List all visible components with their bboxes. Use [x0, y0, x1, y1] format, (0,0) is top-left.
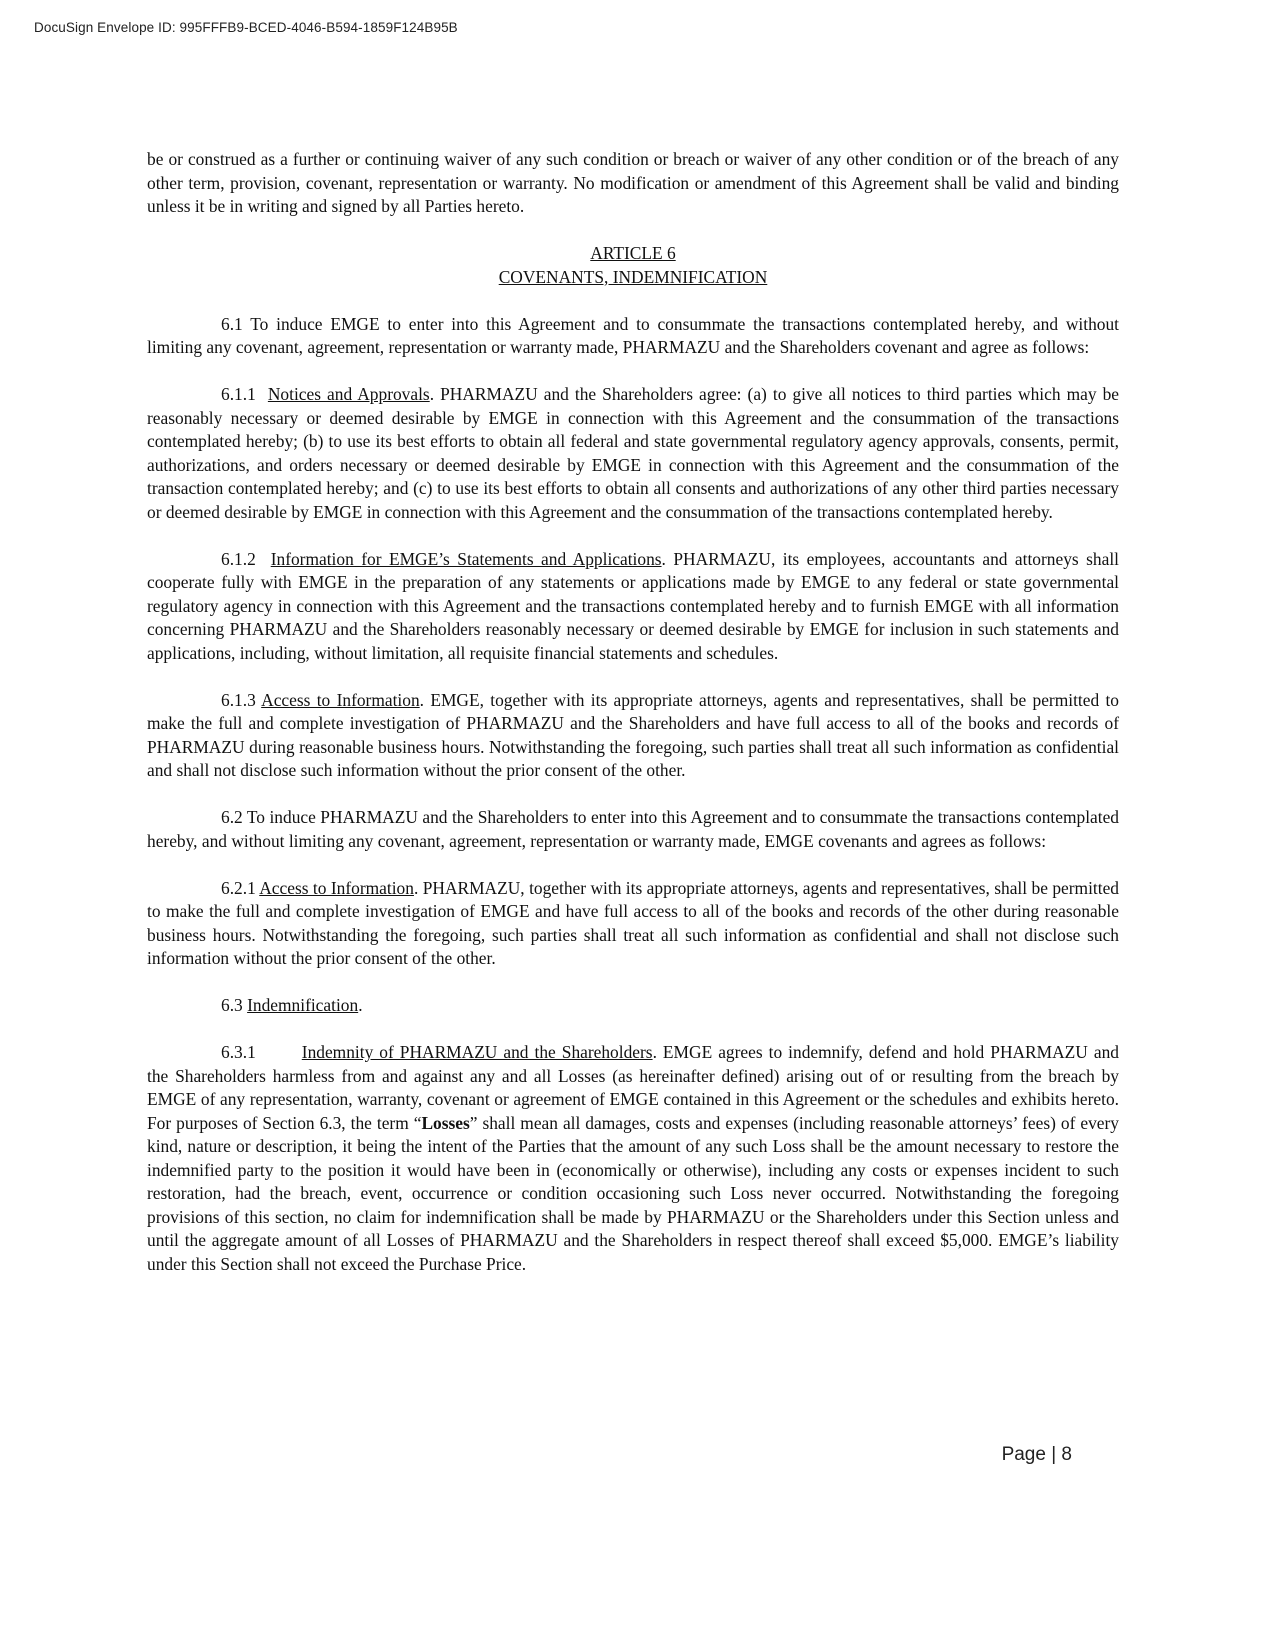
- section-6-2-1-number: 6.2.1: [221, 877, 256, 898]
- section-6-1-2: [147, 548, 1119, 666]
- page-number: Page | 8: [1001, 1444, 1072, 1465]
- section-6-2-1: [147, 877, 1119, 971]
- section-6-1-2-text: . PHARMAZU, its employees, accountants and attorneys shall cooperate fully with EMGE in the preparation of any statements or applications made by EMGE to any federal or state governmental regulatory agency in connection with this Agreement and the transactions contemplated hereby and to furnish EMGE with all information concerning PHARMAZU and the Shareholders reasonably necessary or deemed desirable by EMGE for inclusion in such statements and applications, including, without limitation, all requisite financial statements and schedules.: [147, 548, 1119, 663]
- article-number: ARTICLE 6: [590, 243, 676, 263]
- section-6-1-1-text: . PHARMAZU and the Shareholders agree: (a) to give all notices to third parties which may be reasonably necessary or deemed desirable by EMGE in connection with this Agreement and the consummation of the transactions contemplated hereby; (b) to use its best efforts to obtain all federal and state governmental regulatory agency approvals, consents, permit, authorizations, and orders necessary or deemed desirable by EMGE in connection with this Agreement and the consummation of the transaction contemplated hereby; and (c) to use its best efforts to obtain all consents and authorizations of any other third parties necessary or deemed desirable by EMGE in connection with this Agreement and the consummation of the transactions contemplated hereby.: [147, 384, 1119, 522]
- section-6-1-1-number: 6.1.1: [221, 384, 256, 404]
- section-6-1-3: [147, 689, 1119, 783]
- section-6-3-heading: Indemnification: [247, 995, 359, 1015]
- article-title: COVENANTS, INDEMNIFICATION: [498, 266, 768, 287]
- section-6-3-1-number: 6.3.1: [221, 1042, 256, 1062]
- article-heading: [147, 242, 1119, 289]
- section-6-1: 6.1 To induce EMGE to enter into this Agreement and to consummate the transactions contemplated hereby, and without limiting any covenant, agreement, representation or warranty made, PHARMAZU and the Shareholders covenant and agree as follows:: [147, 313, 1119, 357]
- section-6-1-3-heading: Access to Information: [261, 689, 420, 710]
- section-6-3-text: .: [358, 995, 363, 1015]
- intro-paragraph: be or construed as a further or continuing waiver of any such condition or breach or waiver of any other condition or of the breach of any other term, provision, covenant, representation or warranty. No modification or amendment of this Agreement shall be valid and binding unless it be in writing and signed by all Parties hereto.: [147, 149, 1119, 216]
- section-6-2-1-text: . PHARMAZU, together with its appropriate attorneys, agents and representatives, shall be permitted to make the full and complete investigation of EMGE and have full access to all of the books and records of the other during reasonable business hours. Notwithstanding the foregoing, such parties shall treat all such information as confidential and shall not disclose such information without the prior consent of the other.: [147, 877, 1119, 968]
- section-6-1-2-number: 6.1.2: [221, 548, 256, 569]
- docusign-envelope-id: DocuSign Envelope ID: 995FFFB9-BCED-4046-B594-1859F124B95B: [34, 20, 458, 35]
- section-6-1-1-heading: Notices and Approvals: [267, 384, 430, 404]
- section-6-1-3-number: 6.1.3: [221, 689, 256, 710]
- section-6-3-1-text-a: . EMGE agrees to indemnify, defend and hold PHARMAZU and the Shareholders harmless from and against any and all Losses (as hereinafter defined) arising out of or resulting from the breach by EMGE of any representation, warranty, covenant or agreement of EMGE contained in this Agreement or the schedules and exhibits hereto. For purposes of Section 6.3, the term “: [147, 1042, 1119, 1133]
- section-6-1-1: [147, 383, 1119, 524]
- section-6-2-1-heading: Access to Information: [259, 877, 414, 898]
- section-6-2: 6.2 To induce PHARMAZU and the Shareholders to enter into this Agreement and to consummate the transactions contemplated hereby, and without limiting any covenant, agreement, representation or warranty made, EMGE covenants and agrees as follows:: [147, 807, 1119, 851]
- document-body: [147, 148, 1119, 1300]
- section-6-1-2-heading: Information for EMGE’s Statements and Applications: [270, 548, 662, 569]
- section-6-3-1-text-b: ” shall mean all damages, costs and expenses (including reasonable attorneys’ fees) of every kind, nature or description, it being the intent of the Parties that the amount of any such Loss shall be the amount necessary to restore the indemnified party to the position it would have been in (economically or otherwise), including any costs or expenses incident to such restoration, had the breach, event, occurrence or condition occasioning such Loss never occurred. Notwithstanding the foregoing provisions of this section, no claim for indemnification shall be made by PHARMAZU or the Shareholders under this Section unless and until the aggregate amount of all Losses of PHARMAZU and the Shareholders in respect thereof shall exceed $5,000. EMGE’s liability under this Section shall not exceed the Purchase Price.: [147, 1112, 1119, 1274]
- section-6-1-3-text: . EMGE, together with its appropriate attorneys, agents and representatives, shall be permitted to make the full and complete investigation of PHARMAZU and the Shareholders and have full access to all of the books and records of PHARMAZU during reasonable business hours. Notwithstanding the foregoing, such parties shall treat all such information as confidential and shall not disclose such information without the prior consent of the other.: [147, 689, 1120, 780]
- section-6-3-1-heading: Indemnity of PHARMAZU and the Shareholders: [301, 1042, 653, 1062]
- section-6-3-number: 6.3: [221, 995, 243, 1015]
- losses-term: Losses: [421, 1112, 470, 1133]
- section-6-3: [147, 994, 1119, 1018]
- section-6-3-1: [147, 1041, 1119, 1276]
